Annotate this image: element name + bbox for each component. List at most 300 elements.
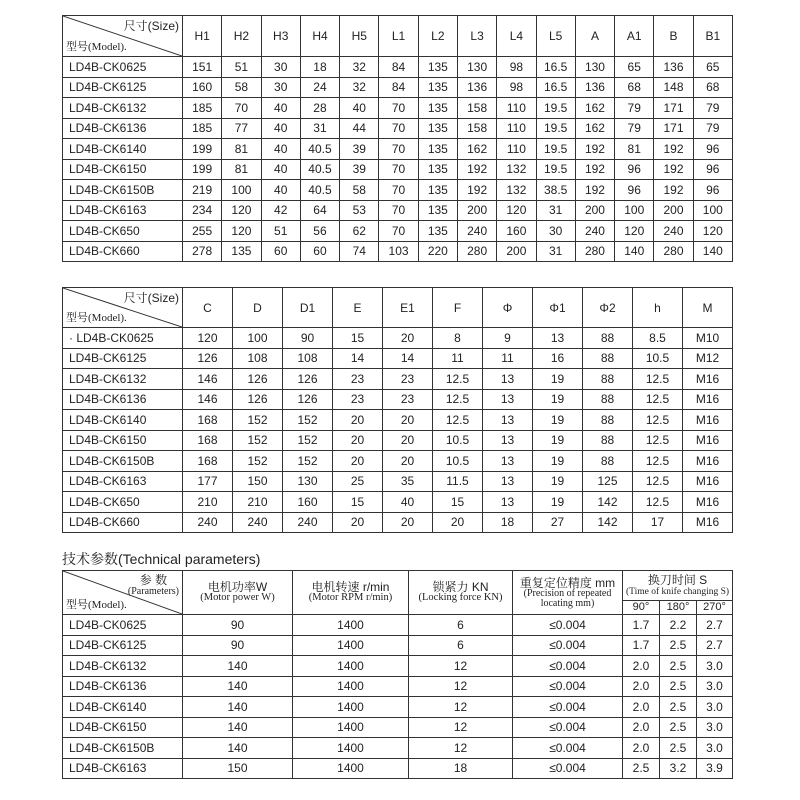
value-cell: 20 xyxy=(333,410,383,431)
value-cell: 130 xyxy=(575,57,614,78)
value-cell: 158 xyxy=(457,98,496,119)
value-cell: 177 xyxy=(183,471,233,492)
value-cell: 96 xyxy=(693,159,732,180)
value-cell: 126 xyxy=(283,389,333,410)
value-cell: 44 xyxy=(340,118,379,139)
angle-270-header: 270° xyxy=(697,601,733,615)
table-row xyxy=(63,98,733,119)
dimensions-table-1 xyxy=(62,15,733,262)
column-header: D1 xyxy=(283,288,333,328)
value-cell: 240 xyxy=(233,512,283,533)
model-cell: LD4B-CK6132 xyxy=(63,98,183,119)
value-cell: 135 xyxy=(418,200,457,221)
value-cell: 140 xyxy=(183,656,293,677)
value-cell: 30 xyxy=(261,57,300,78)
value-cell: 12.5 xyxy=(633,369,683,390)
value-cell: 17 xyxy=(633,512,683,533)
value-cell: 240 xyxy=(654,221,693,242)
table-row xyxy=(63,328,733,349)
value-cell: 19 xyxy=(533,410,583,431)
value-cell: ≤0.004 xyxy=(513,717,623,738)
value-cell: 12 xyxy=(409,656,513,677)
corner-model-label: 型号(Model). xyxy=(66,312,127,324)
value-cell: 88 xyxy=(583,348,633,369)
table-row xyxy=(63,430,733,451)
value-cell: 90 xyxy=(183,615,293,636)
value-cell: 98 xyxy=(497,57,536,78)
value-cell: 199 xyxy=(183,159,222,180)
value-cell: 120 xyxy=(497,200,536,221)
value-cell: 142 xyxy=(583,512,633,533)
value-cell: M10 xyxy=(683,328,733,349)
value-cell: 40.5 xyxy=(300,159,339,180)
value-cell: 70 xyxy=(379,98,418,119)
value-cell: 146 xyxy=(183,389,233,410)
value-cell: 65 xyxy=(615,57,654,78)
value-cell: 132 xyxy=(497,159,536,180)
value-cell: 20 xyxy=(383,410,433,431)
value-cell: 70 xyxy=(379,118,418,139)
value-cell: 79 xyxy=(615,98,654,119)
model-cell: LD4B-CK6125 xyxy=(63,77,183,98)
value-cell: 23 xyxy=(333,389,383,410)
angle-90-header: 90° xyxy=(623,601,660,615)
value-cell: 255 xyxy=(183,221,222,242)
column-header: H5 xyxy=(340,16,379,57)
table-row xyxy=(63,656,733,677)
value-cell: 120 xyxy=(693,221,732,242)
value-cell: 16.5 xyxy=(536,77,575,98)
value-cell: 136 xyxy=(654,57,693,78)
value-cell: ≤0.004 xyxy=(513,697,623,718)
column-header: E xyxy=(333,288,383,328)
value-cell: 58 xyxy=(340,180,379,201)
value-cell: 68 xyxy=(693,77,732,98)
value-cell: 130 xyxy=(457,57,496,78)
value-cell: 140 xyxy=(183,697,293,718)
value-cell: 20 xyxy=(383,430,433,451)
value-cell: 126 xyxy=(283,369,333,390)
column-header: h xyxy=(633,288,683,328)
column-header: B1 xyxy=(693,16,732,57)
value-cell: 51 xyxy=(222,57,261,78)
value-cell: 65 xyxy=(693,57,732,78)
value-cell: M16 xyxy=(683,512,733,533)
value-cell: 38.5 xyxy=(536,180,575,201)
value-cell: 100 xyxy=(233,328,283,349)
column-header: L2 xyxy=(418,16,457,57)
value-cell: ≤0.004 xyxy=(513,635,623,656)
value-cell: 135 xyxy=(418,77,457,98)
column-header: B xyxy=(654,16,693,57)
table-row xyxy=(63,118,733,139)
column-header: L1 xyxy=(379,16,418,57)
value-cell: 1.7 xyxy=(623,635,660,656)
value-cell: 8.5 xyxy=(633,328,683,349)
model-cell: LD4B-CK6163 xyxy=(63,200,183,221)
value-cell: 12 xyxy=(409,717,513,738)
value-cell: 126 xyxy=(233,389,283,410)
value-cell: 3.0 xyxy=(697,676,733,697)
header-precision: 重复定位精度 mm (Precision of repeated locating mm) xyxy=(513,571,623,615)
value-cell: M16 xyxy=(683,389,733,410)
value-cell: 3.9 xyxy=(697,758,733,779)
value-cell: 3.0 xyxy=(697,717,733,738)
value-cell: 13 xyxy=(533,328,583,349)
value-cell: 3.2 xyxy=(660,758,697,779)
value-cell: 40 xyxy=(261,139,300,160)
model-cell: LD4B-CK6140 xyxy=(63,697,183,718)
value-cell: 13 xyxy=(483,471,533,492)
value-cell: 1400 xyxy=(293,615,409,636)
value-cell: 13 xyxy=(483,389,533,410)
column-header: H4 xyxy=(300,16,339,57)
value-cell: 40 xyxy=(261,118,300,139)
value-cell: ≤0.004 xyxy=(513,758,623,779)
value-cell: 19.5 xyxy=(536,118,575,139)
value-cell: 88 xyxy=(583,410,633,431)
value-cell: 185 xyxy=(183,118,222,139)
table-row xyxy=(63,241,733,262)
value-cell: 79 xyxy=(615,118,654,139)
value-cell: 171 xyxy=(654,118,693,139)
value-cell: 12 xyxy=(409,676,513,697)
value-cell: 151 xyxy=(183,57,222,78)
value-cell: 103 xyxy=(379,241,418,262)
value-cell: 10.5 xyxy=(433,451,483,472)
value-cell: 171 xyxy=(654,98,693,119)
table-row xyxy=(63,635,733,656)
value-cell: 2.5 xyxy=(623,758,660,779)
value-cell: 140 xyxy=(183,676,293,697)
value-cell: 140 xyxy=(615,241,654,262)
value-cell: 1.7 xyxy=(623,615,660,636)
value-cell: 136 xyxy=(457,77,496,98)
column-header: H1 xyxy=(183,16,222,57)
value-cell: 120 xyxy=(222,221,261,242)
value-cell: 2.0 xyxy=(623,717,660,738)
model-cell: LD4B-CK6150B xyxy=(63,738,183,759)
value-cell: 20 xyxy=(333,451,383,472)
value-cell: 27 xyxy=(533,512,583,533)
value-cell: 160 xyxy=(497,221,536,242)
value-cell: M16 xyxy=(683,451,733,472)
table-row xyxy=(63,615,733,636)
value-cell: 12 xyxy=(409,697,513,718)
value-cell: 32 xyxy=(340,57,379,78)
value-cell: 13 xyxy=(483,369,533,390)
value-cell: 70 xyxy=(379,200,418,221)
value-cell: 39 xyxy=(340,139,379,160)
value-cell: 40.5 xyxy=(300,139,339,160)
value-cell: 18 xyxy=(300,57,339,78)
column-header: Φ2 xyxy=(583,288,633,328)
value-cell: 96 xyxy=(693,139,732,160)
value-cell: 6 xyxy=(409,615,513,636)
value-cell: 88 xyxy=(583,430,633,451)
value-cell: 60 xyxy=(261,241,300,262)
value-cell: 70 xyxy=(379,221,418,242)
value-cell: 19.5 xyxy=(536,98,575,119)
value-cell: 152 xyxy=(283,430,333,451)
model-cell: LD4B-CK6132 xyxy=(63,369,183,390)
table-row xyxy=(63,180,733,201)
value-cell: 1400 xyxy=(293,676,409,697)
value-cell: 1400 xyxy=(293,738,409,759)
value-cell: 12.5 xyxy=(633,430,683,451)
value-cell: 31 xyxy=(536,200,575,221)
value-cell: 14 xyxy=(333,348,383,369)
angle-180-header: 180° xyxy=(660,601,697,615)
model-cell: LD4B-CK6150B xyxy=(63,180,183,201)
value-cell: 60 xyxy=(300,241,339,262)
table-row xyxy=(63,738,733,759)
value-cell: 120 xyxy=(183,328,233,349)
value-cell: 19 xyxy=(533,451,583,472)
column-header: E1 xyxy=(383,288,433,328)
value-cell: 2.0 xyxy=(623,656,660,677)
table1-corner-header xyxy=(63,16,183,57)
value-cell: 19.5 xyxy=(536,159,575,180)
value-cell: 136 xyxy=(575,77,614,98)
value-cell: M12 xyxy=(683,348,733,369)
table-row xyxy=(63,758,733,779)
value-cell: 56 xyxy=(300,221,339,242)
value-cell: 152 xyxy=(233,451,283,472)
column-header: M xyxy=(683,288,733,328)
dimensions-table-2 xyxy=(62,287,733,533)
value-cell: 68 xyxy=(615,77,654,98)
value-cell: 100 xyxy=(222,180,261,201)
value-cell: 150 xyxy=(233,471,283,492)
value-cell: 81 xyxy=(615,139,654,160)
value-cell: 140 xyxy=(183,717,293,738)
value-cell: 40.5 xyxy=(300,180,339,201)
table-row xyxy=(63,77,733,98)
column-header: D xyxy=(233,288,283,328)
value-cell: 18 xyxy=(409,758,513,779)
section-title: 技术参数(Technical parameters) xyxy=(62,551,261,567)
table-row xyxy=(63,717,733,738)
value-cell: 210 xyxy=(233,492,283,513)
value-cell: 120 xyxy=(222,200,261,221)
model-cell: LD4B-CK6150 xyxy=(63,717,183,738)
value-cell: 31 xyxy=(536,241,575,262)
value-cell: 1400 xyxy=(293,635,409,656)
table-row xyxy=(63,221,733,242)
model-cell: LD4B-CK6136 xyxy=(63,118,183,139)
column-header: A1 xyxy=(615,16,654,57)
value-cell: 2.5 xyxy=(660,697,697,718)
value-cell: 125 xyxy=(583,471,633,492)
value-cell: M16 xyxy=(683,492,733,513)
value-cell: 2.5 xyxy=(660,656,697,677)
value-cell: 88 xyxy=(583,369,633,390)
value-cell: 132 xyxy=(497,180,536,201)
value-cell: 20 xyxy=(383,328,433,349)
model-cell: LD4B-CK6136 xyxy=(63,389,183,410)
value-cell: 280 xyxy=(575,241,614,262)
value-cell: 3.0 xyxy=(697,697,733,718)
value-cell: 192 xyxy=(575,139,614,160)
value-cell: 74 xyxy=(340,241,379,262)
table-row xyxy=(63,697,733,718)
table-row xyxy=(63,451,733,472)
value-cell: 192 xyxy=(654,159,693,180)
value-cell: 220 xyxy=(418,241,457,262)
value-cell: 40 xyxy=(383,492,433,513)
value-cell: 77 xyxy=(222,118,261,139)
value-cell: 162 xyxy=(575,98,614,119)
value-cell: 135 xyxy=(418,139,457,160)
model-cell: LD4B-CK650 xyxy=(63,221,183,242)
value-cell: 12.5 xyxy=(433,369,483,390)
table-row xyxy=(63,369,733,390)
value-cell: 39 xyxy=(340,159,379,180)
value-cell: 90 xyxy=(183,635,293,656)
value-cell: 192 xyxy=(457,159,496,180)
model-cell: LD4B-CK6140 xyxy=(63,139,183,160)
value-cell: 30 xyxy=(261,77,300,98)
value-cell: 20 xyxy=(433,512,483,533)
value-cell: 108 xyxy=(233,348,283,369)
value-cell: 96 xyxy=(693,180,732,201)
value-cell: 199 xyxy=(183,139,222,160)
value-cell: 12.5 xyxy=(433,389,483,410)
value-cell: 16 xyxy=(533,348,583,369)
value-cell: 20 xyxy=(383,512,433,533)
value-cell: 162 xyxy=(575,118,614,139)
value-cell: 88 xyxy=(583,389,633,410)
value-cell: 1400 xyxy=(293,758,409,779)
column-header: H2 xyxy=(222,16,261,57)
value-cell: 192 xyxy=(575,180,614,201)
model-cell: LD4B-CK6163 xyxy=(63,471,183,492)
value-cell: ≤0.004 xyxy=(513,676,623,697)
value-cell: 79 xyxy=(693,118,732,139)
value-cell: 108 xyxy=(283,348,333,369)
value-cell: 1400 xyxy=(293,697,409,718)
value-cell: 70 xyxy=(222,98,261,119)
value-cell: 2.0 xyxy=(623,676,660,697)
value-cell: 19 xyxy=(533,471,583,492)
value-cell: 280 xyxy=(457,241,496,262)
value-cell: ≤0.004 xyxy=(513,615,623,636)
table-row xyxy=(63,492,733,513)
value-cell: M16 xyxy=(683,471,733,492)
column-header: L5 xyxy=(536,16,575,57)
value-cell: 185 xyxy=(183,98,222,119)
table-row xyxy=(63,410,733,431)
value-cell: 25 xyxy=(333,471,383,492)
corner-model-label: 型号(Model). xyxy=(66,41,127,53)
value-cell: 53 xyxy=(340,200,379,221)
value-cell: 126 xyxy=(183,348,233,369)
model-cell: LD4B-CK6140 xyxy=(63,410,183,431)
model-cell: LD4B-CK650 xyxy=(63,492,183,513)
value-cell: 120 xyxy=(615,221,654,242)
value-cell: 40 xyxy=(261,159,300,180)
model-cell: LD4B-CK660 xyxy=(63,512,183,533)
value-cell: 110 xyxy=(497,118,536,139)
value-cell: 192 xyxy=(457,180,496,201)
value-cell: 98 xyxy=(497,77,536,98)
value-cell: M16 xyxy=(683,369,733,390)
header-motor-rpm: 电机转速 r/min (Motor RPM r/min) xyxy=(293,571,409,615)
value-cell: 31 xyxy=(300,118,339,139)
value-cell: 2.5 xyxy=(660,717,697,738)
value-cell: 152 xyxy=(233,430,283,451)
value-cell: 20 xyxy=(383,451,433,472)
model-cell: · LD4B-CK0625 xyxy=(63,328,183,349)
value-cell: 135 xyxy=(418,57,457,78)
value-cell: 200 xyxy=(497,241,536,262)
value-cell: 96 xyxy=(615,180,654,201)
value-cell: 40 xyxy=(261,180,300,201)
model-cell: LD4B-CK6132 xyxy=(63,656,183,677)
value-cell: 16.5 xyxy=(536,57,575,78)
value-cell: 79 xyxy=(693,98,732,119)
value-cell: 146 xyxy=(183,369,233,390)
value-cell: 19 xyxy=(533,369,583,390)
value-cell: 278 xyxy=(183,241,222,262)
value-cell: 15 xyxy=(433,492,483,513)
value-cell: 23 xyxy=(383,369,433,390)
corner-size-label: 尺寸(Size) xyxy=(123,291,179,305)
header-motor-power: 电机功率W (Motor power W) xyxy=(183,571,293,615)
value-cell: 12.5 xyxy=(433,410,483,431)
value-cell: 88 xyxy=(583,328,633,349)
value-cell: 168 xyxy=(183,451,233,472)
model-cell: LD4B-CK6150 xyxy=(63,430,183,451)
value-cell: 8 xyxy=(433,328,483,349)
value-cell: 10.5 xyxy=(433,430,483,451)
value-cell: 160 xyxy=(283,492,333,513)
value-cell: 234 xyxy=(183,200,222,221)
value-cell: 192 xyxy=(654,139,693,160)
header-locking-force: 锁紧力 KN (Locking force KN) xyxy=(409,571,513,615)
value-cell: ≤0.004 xyxy=(513,738,623,759)
value-cell: 200 xyxy=(575,200,614,221)
table-row xyxy=(63,139,733,160)
value-cell: 14 xyxy=(383,348,433,369)
column-header: C xyxy=(183,288,233,328)
value-cell: M16 xyxy=(683,430,733,451)
value-cell: 90 xyxy=(283,328,333,349)
table-row xyxy=(63,512,733,533)
value-cell: 168 xyxy=(183,430,233,451)
value-cell: 2.5 xyxy=(660,676,697,697)
value-cell: 3.0 xyxy=(697,656,733,677)
value-cell: 23 xyxy=(333,369,383,390)
value-cell: 158 xyxy=(457,118,496,139)
value-cell: 96 xyxy=(615,159,654,180)
value-cell: 81 xyxy=(222,159,261,180)
column-header: F xyxy=(433,288,483,328)
value-cell: 13 xyxy=(483,430,533,451)
value-cell: 240 xyxy=(457,221,496,242)
value-cell: 12.5 xyxy=(633,471,683,492)
value-cell: 11 xyxy=(483,348,533,369)
value-cell: 192 xyxy=(575,159,614,180)
table-row xyxy=(63,200,733,221)
value-cell: 240 xyxy=(183,512,233,533)
value-cell: 64 xyxy=(300,200,339,221)
value-cell: 58 xyxy=(222,77,261,98)
value-cell: 40 xyxy=(261,98,300,119)
model-cell: LD4B-CK0625 xyxy=(63,57,183,78)
value-cell: M16 xyxy=(683,410,733,431)
